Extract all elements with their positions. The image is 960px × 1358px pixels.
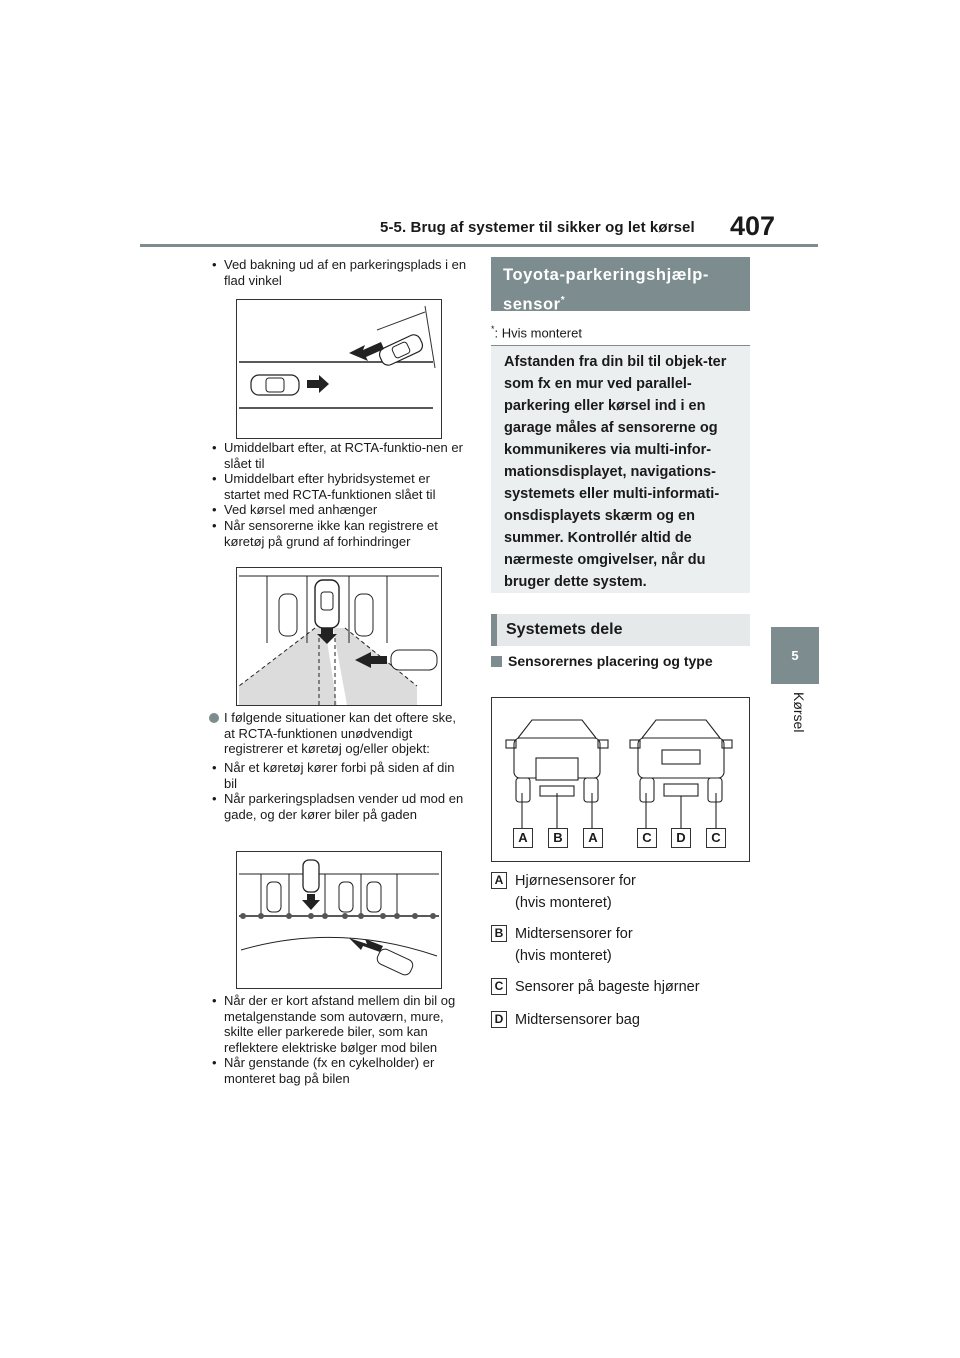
legend-letter: B [491,925,507,942]
diagram-label-b: B [548,828,568,848]
circle-bullet-icon [209,713,219,723]
chapter-tab[interactable]: 5 [771,627,819,684]
diagram-label-d: D [671,828,691,848]
footnote-text: : Hvis monteret [494,325,582,341]
arrow-icon [349,938,383,952]
legend-text-2: (hvis monteret) [515,948,612,964]
list-item: • Når der er kort afstand mellem din bil og metalgenstande som autoværn, mure, skilte eller parkerede biler, som kan reflektere elektriske bølger mod bilen [209,993,467,1055]
diagram-label-a: A [513,828,533,848]
illustration-street-parking [236,851,442,989]
front-vehicle-icon [506,720,608,828]
car-icon [279,594,297,636]
car-icon [339,882,353,912]
footnote-mark: * [491,324,495,334]
list-item: • Når parkeringspladsen vender ud mod en gade, og der kører biler på gaden [209,791,467,822]
footnote [491,324,582,340]
subsection-heading: Systemets dele [491,614,750,646]
section-heading-mark: * [560,295,566,306]
legend-item [491,1009,640,1031]
diagram-label-a: A [583,828,603,848]
bullet-list-3 [209,760,467,822]
sensor-diagram [491,697,750,862]
section-header-title: 5-5. Brug af systemer til sikker og let kørsel [380,219,695,236]
legend-item [491,976,700,998]
circle-item-text: I følgende situationer kan det oftere ske, at RCTA-funktionen unødvendigt registrerer et køretøj og/eller objekt: [224,710,456,757]
car-icon [355,594,373,636]
legend-item [491,870,636,914]
list-item: • Når sensorerne ikke kan registrere et køretøj på grund af forhindringer [209,518,467,549]
car-icon [375,947,414,977]
square-heading-text: Sensorernes placering og type [508,653,713,669]
angled-parking-drawing [237,300,441,438]
car-icon [367,882,381,912]
info-box: Afstanden fra din bil til objek-ter som fx en mur ved parallel-parkering eller kørsel ind i en garage måles af sensorerne og kommunikeres via multi-infor-mationsdisplayet, navigations-systemets eller multi-informati-onsdisplayets skærm og en summer. Kontrollér altid de nærmeste omgivelser, når du bruger dette system. [491,345,750,593]
list-item: • Umiddelbart efter hybridsystemet er startet med RCTA-funktionen slået til [209,471,467,502]
arrow-icon [302,894,320,910]
car-icon [391,650,437,670]
legend-text: Sensorer på bageste hjørner [515,979,700,995]
car-icon [303,860,319,892]
car-icon [251,375,299,395]
street-parking-drawing [237,852,441,988]
square-bullet-icon [491,656,502,667]
list-item: • Når genstande (fx en cykelholder) er monteret bag på bilen [209,1055,467,1086]
legend-text: Hjørnesensorer for [515,873,636,889]
legend-item [491,923,633,967]
arrow-icon [307,375,329,393]
car-icon [315,580,339,628]
list-item: • Når et køretøj kører forbi på siden af din bil [209,760,467,791]
arrow-icon [349,342,384,361]
legend-text: Midtersensorer for [515,926,633,942]
diagram-label-c: C [637,828,657,848]
bullet-list-2 [209,440,467,549]
legend-text-2: (hvis monteret) [515,895,612,911]
diagram-label-c: C [706,828,726,848]
section-heading [491,257,750,314]
car-icon [267,882,281,912]
legend-text: Midtersensorer bag [515,1012,640,1028]
chapter-label: Kørsel [791,692,807,733]
legend-letter: D [491,1011,507,1028]
legend-letter: A [491,872,507,889]
page-number: 407 [730,211,776,241]
rear-vehicle-icon [630,720,732,828]
list-item: • Ved bakning ud af en parkeringsplads i en flad vinkel [209,257,467,288]
illustration-obstructed-sensors [236,567,442,706]
section-heading-text: Toyota-parkeringshjælp-sensor [503,266,710,314]
obstructed-sensors-drawing [237,568,441,705]
list-item: • Ved kørsel med anhænger [209,502,467,518]
circle-item [209,710,467,757]
bullet-list-1 [209,257,467,288]
list-item: • Umiddelbart efter, at RCTA-funktio-nen er slået til [209,440,467,471]
illustration-angled-parking [236,299,442,439]
square-heading [491,653,713,669]
header-rule [140,244,818,247]
legend-letter: C [491,978,507,995]
bullet-list-4 [209,993,467,1087]
